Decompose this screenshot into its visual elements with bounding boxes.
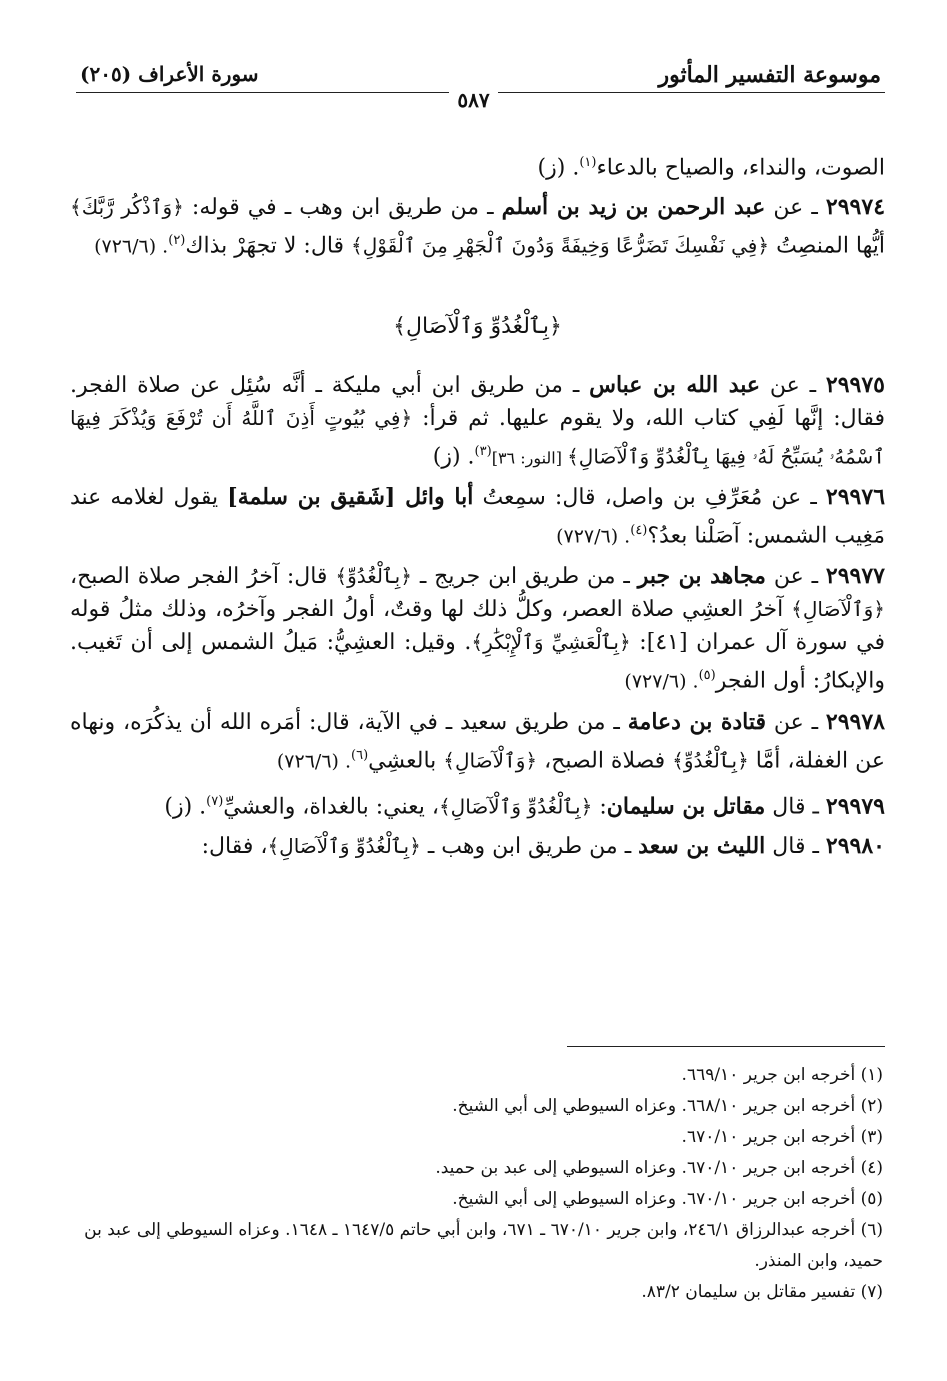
narration-number: ٢٩٩٧٥ (825, 371, 885, 398)
footnote-7: (٧) تفسير مقاتل بن سليمان ٨٣/٢. (641, 1282, 883, 1302)
narrator-name: عبد الرحمن بن زيد بن أسلم (501, 194, 766, 221)
narration-29976: ٢٩٩٧٦ ـ عن مُعَرِّفِ بن واصل، قال: سمِعتُ أبا وائل [شَقيق بن سلمة] يقول لغلامه عند مَغِيب الشمس: آصَلْنا بعدُ؟$^{(٤)}$. (٧٢٧/٦) (70, 483, 886, 549)
quran-quote: ﴿وَٱلْآصَالِ﴾ (443, 747, 538, 772)
paragraph-continuation: الصوت، والنداء، والصياح بالدعاء$^{(١)}$. (ز) (537, 155, 885, 181)
volume-page-code: . (٧٢٦/٦) (94, 235, 169, 258)
quran-quote: ﴿فِي بُيُوتٍ أَذِنَ ٱللَّهُ أَن تُرْفَعَ وَيُذْكَرَ فِيهَا ٱسْمُهُۥ يُسَبِّحُ لَهُۥ فِيهَا بِٱلْغُدُوِّ وَٱلْآصَالِ﴾ (70, 405, 885, 468)
page-number-wrap (0, 88, 947, 112)
volume-page-code: . (٧٢٦/٦) (276, 749, 352, 772)
quran-quote: ﴿بِٱلْغُدُوِّ﴾ (672, 747, 749, 772)
footnote-marker: (٥) (698, 668, 716, 684)
footnote-5: (٥) أخرجه ابن جرير ٦٧٠/١٠. وعزاه السيوطي إلى أبي الشيخ. (452, 1189, 883, 1209)
narration-29977: ٢٩٩٧٧ ـ عن مجاهد بن جبر ـ من طريق ابن جريج ـ ﴿بِٱلْغُدُوِّ﴾ قال: آخرُ الفجر صلاة الصبح، ﴿وَٱلْآصَالِ﴾ آخرُ العشِي صلاة العصر، وكلُّ ذلك لها وقتٌ، أولُ الفجر وآخرُه، وذلك مثلُ قوله في سورة آل عمران [٤١]: ﴿بِٱلْعَشِيِّ وَٱلْإِبْكَٰرِ﴾. وقيل: العشِيُّ: مَيلُ الشمس إلى أن تَغيب. والإبكارُ: أول الفجر$^{(٥)}$. (٧٢٧/٦) (70, 563, 885, 694)
footnote-marker: (٦) (351, 747, 369, 763)
footnote-marker: (١) (579, 155, 597, 170)
narration-29975: ٢٩٩٧٥ ـ عن عبد الله بن عباس ـ من طريق ابن أبي مليكة ـ أنَّه سُئِل عن صلاة الفجر. فقال: إنَّها لَفِي كتاب الله، ولا يقوم عليها. ثم قرأ: ﴿فِي بُيُوتٍ أَذِنَ ٱللَّهُ أَن تُرْفَعَ وَيُذْكَرَ فِيهَا ٱسْمُهُۥ يُسَبِّحُ لَهُۥ فِيهَا بِٱلْغُدُوِّ وَٱلْآصَالِ﴾ [النور: ٣٦]$^{(٣)}$. (ز) (70, 371, 886, 469)
narration-number: ٢٩٩٧٧ (825, 563, 885, 590)
quran-quote: ﴿بِٱلْعَشِيِّ وَٱلْإِبْكَٰرِ﴾ (471, 630, 631, 655)
narrator-name: قتادة بن دعامة (627, 708, 767, 735)
narration-number: ٢٩٩٨٠ (825, 833, 885, 860)
section-heading: ﴿بِٱلْغُدُوِّ وَٱلْآصَالِ﴾ (393, 313, 562, 339)
narrator-name: الليث بن سعد (638, 833, 766, 860)
quran-quote: ﴿فِي نَفْسِكَ تَضَرُّعًا وَخِيفَةً وَدُونَ ٱلْجَهْرِ مِنَ ٱلْقَوْلِ﴾ (351, 233, 770, 258)
quran-quote: ﴿بِٱلْغُدُوِّ وَٱلْآصَالِ﴾ (438, 794, 593, 819)
quran-quote: ﴿وَٱلْآصَالِ﴾ (791, 597, 885, 622)
book-title: موسوعة التفسير المأثور (658, 62, 881, 88)
page-number: ٥٨٧ (449, 88, 497, 112)
narration-29974: ٢٩٩٧٤ ـ عن عبد الرحمن بن زيد بن أسلم ـ من طريق ابن وهب ـ في قوله: ﴿وَٱذْكُر رَّبَّكَ﴾ أيُّها المنصِتُ ﴿فِي نَفْسِكَ تَضَرُّعًا وَخِيفَةً وَدُونَ ٱلْجَهْرِ مِنَ ٱلْقَوْلِ﴾ قال: لا تجهَرْ بذاك$^{(٢)}$. (٧٢٦/٦) (70, 194, 886, 259)
narrator-name: عبد الله بن عباس (589, 371, 761, 398)
narration-29980: ٢٩٩٨٠ ـ قال الليث بن سعد ـ من طريق ابن وهب ـ ﴿بِٱلْغُدُوِّ وَٱلْآصَالِ﴾، فقال: (201, 833, 885, 860)
narration-number: ٢٩٩٧٨ (825, 708, 885, 735)
volume-page-code: . (٧٢٧/٦) (624, 670, 699, 693)
narration-number: ٢٩٩٧٤ (825, 194, 886, 221)
narration-number: ٢٩٩٧٦ (825, 483, 886, 510)
narration-29978: ٢٩٩٧٨ ـ عن قتادة بن دعامة ـ من طريق سعيد ـ في الآية، قال: أمَره الله أن يذكُرَه، ونهاه عن الغفلة، أمَّا ﴿بِٱلْغُدُوِّ﴾ فصلاة الصبح، ﴿وَٱلْآصَالِ﴾ بالعشِي$^{(٦)}$. (٧٢٦/٦) (70, 708, 885, 773)
footnote-3: (٣) أخرجه ابن جرير ٦٧٠/١٠. (681, 1127, 883, 1147)
verse-reference: [النور: ٣٦] (491, 447, 568, 467)
footnote-marker: (٧) (206, 793, 224, 809)
footnote-marker: (٤) (630, 522, 648, 538)
footnote-marker: (٣) (474, 443, 492, 459)
footnote-1: (١) أخرجه ابن جرير ٦٦٩/١٠. (681, 1065, 883, 1085)
narration-29979: ٢٩٩٧٩ ـ قال مقاتل بن سليمان: ﴿بِٱلْغُدُوِّ وَٱلْآصَالِ﴾، يعني: بالغداة، والعشيِّ$^{(٧)}$. (ز) (164, 793, 885, 820)
footnote-marker: (٢) (168, 233, 186, 249)
footnote-4: (٤) أخرجه ابن جرير ٦٧٠/١٠. وعزاه السيوطي إلى عبد بن حميد. (435, 1158, 883, 1178)
narrator-name: أبا وائل [شَقيق بن سلمة] (227, 483, 474, 510)
volume-page-code: . (٧٢٧/٦) (556, 525, 631, 548)
narrator-name: مجاهد بن جبر (637, 563, 766, 590)
footnote-2: (٢) أخرجه ابن جرير ٦٦٨/١٠. وعزاه السيوطي إلى أبي الشيخ. (452, 1096, 883, 1116)
narration-number: ٢٩٩٧٩ (825, 793, 885, 820)
quran-quote: ﴿وَٱذْكُر رَّبَّكَ﴾ (70, 195, 184, 220)
quran-quote: ﴿بِٱلْغُدُوِّ وَٱلْآصَالِ﴾ (267, 834, 421, 859)
footnotes (70, 1060, 883, 1308)
footnote-separator (567, 1046, 885, 1047)
main-text (70, 146, 885, 870)
narrator-name: مقاتل بن سليمان (606, 793, 766, 820)
surah-label: سورة الأعراف (٢٠٥) (80, 62, 259, 86)
quran-quote: ﴿بِٱلْغُدُوِّ﴾ (335, 564, 412, 589)
footnote-6: (٦) أخرجه عبدالرزاق ٢٤٦/١، وابن جرير ٦٧٠/١٠ ـ ٦٧١، وابن أبي حاتم ١٦٤٧/٥ ـ ١٦٤٨. وعزاه السيوطي إلى عبد بن حميد، وابن المنذر. (84, 1220, 883, 1271)
